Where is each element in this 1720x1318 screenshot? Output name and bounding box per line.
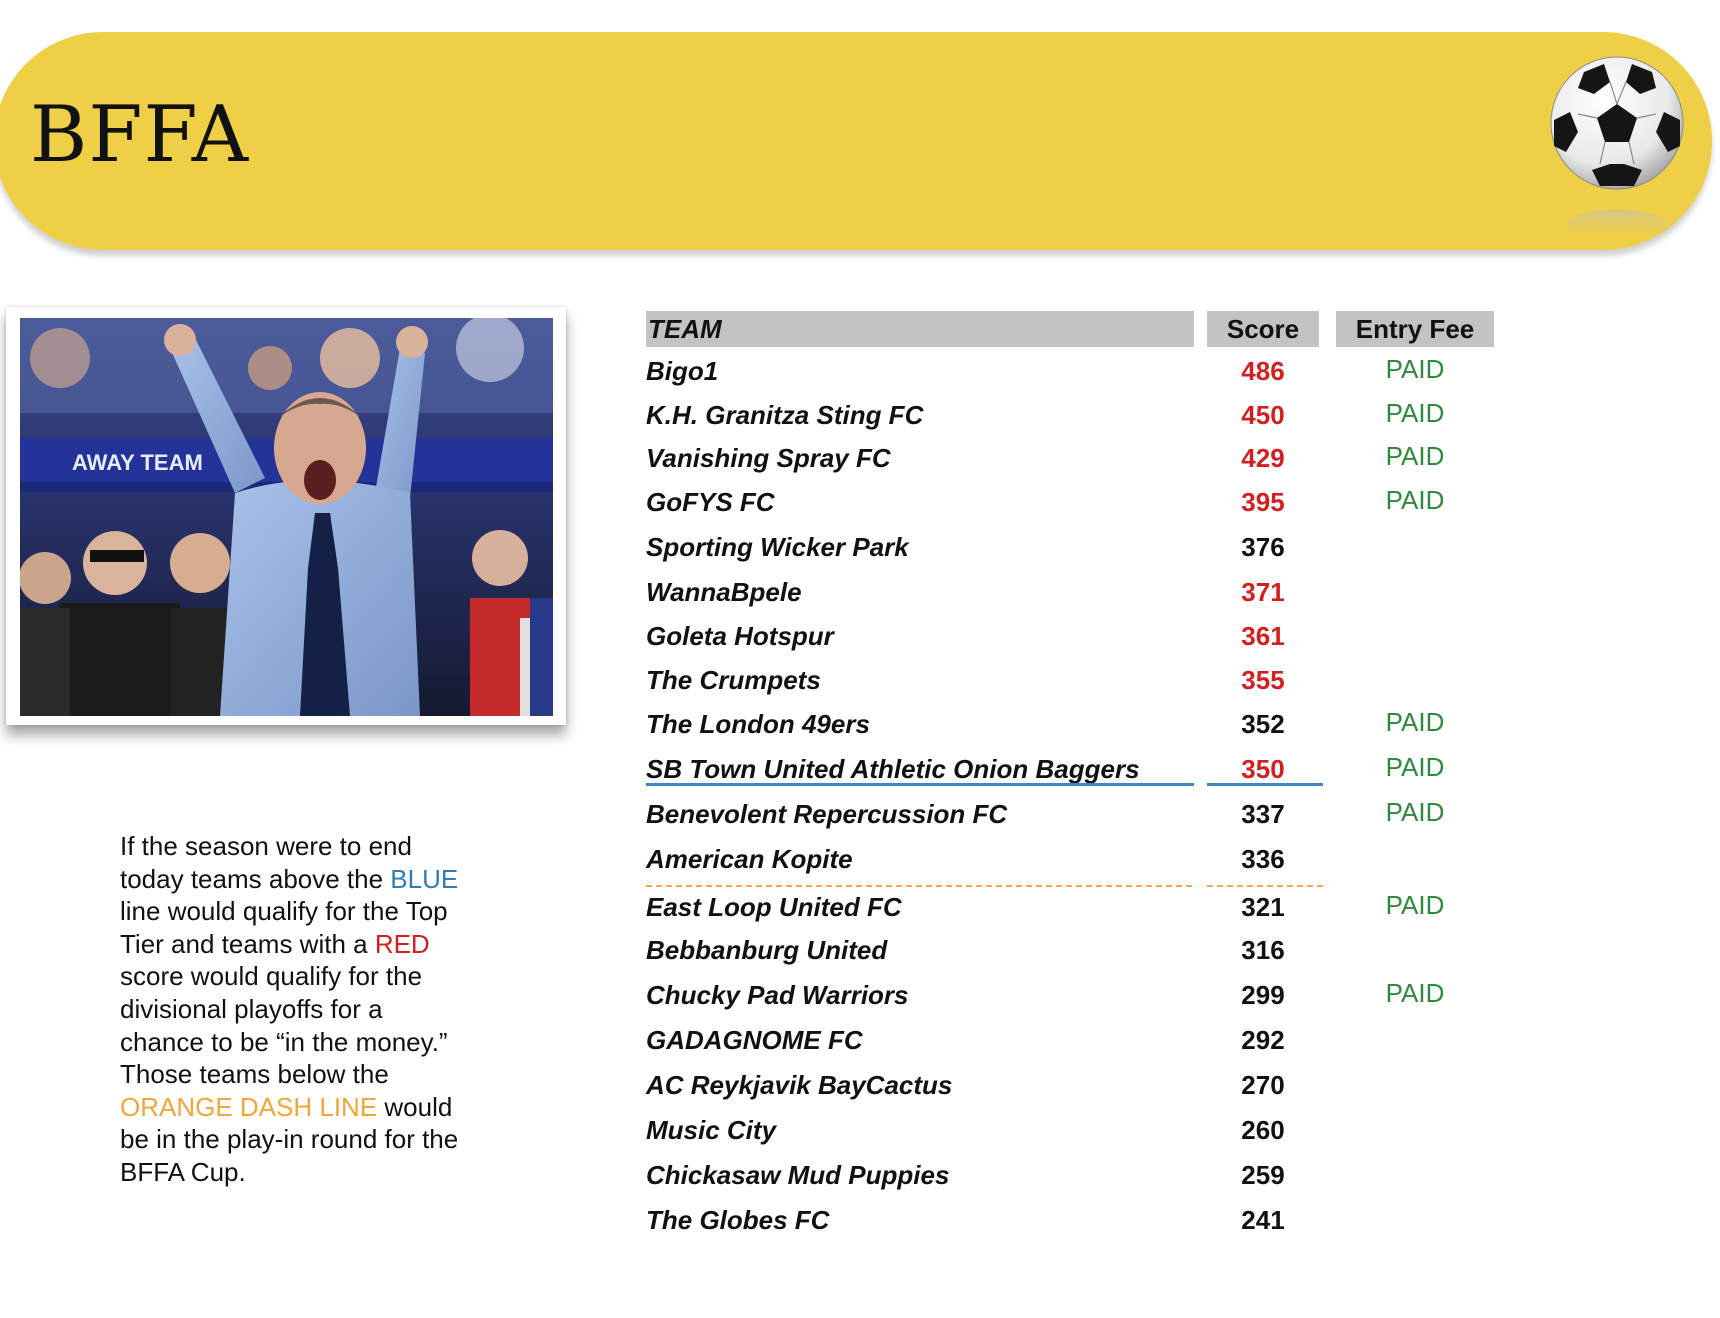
team-score: 336 [1241,844,1285,874]
team-score: 429 [1241,443,1285,473]
table-row [0,351,1720,391]
team-score: 355 [1241,665,1285,695]
table-row [0,1155,1720,1195]
team-score: 321 [1241,892,1285,922]
team-score: 270 [1241,1070,1285,1100]
table-row [0,1020,1720,1060]
team-score: 260 [1241,1115,1285,1145]
table-row [0,839,1720,879]
note-orange-word: ORANGE DASH LINE [120,1091,378,1122]
table-row [0,616,1720,656]
team-name: Chickasaw Mud Puppies [646,1160,950,1190]
table-row [0,887,1720,927]
entry-fee-status: PAID [1385,707,1445,737]
play-in-cutoff-line [646,885,1192,887]
top-tier-cutoff-line [646,783,1194,786]
team-name: K.H. Granitza Sting FC [646,400,924,430]
team-name: The London 49ers [646,709,870,739]
table-row [0,395,1720,435]
header-banner [0,32,1712,250]
team-name: American Kopite [646,844,853,874]
table-row [0,527,1720,567]
team-score: 352 [1241,709,1285,739]
score-column-header: Score [1207,311,1319,347]
team-name: Goleta Hotspur [646,621,834,651]
entry-fee-status: PAID [1385,441,1445,471]
team-name: Benevolent Repercussion FC [646,799,1008,829]
table-row [0,1200,1720,1240]
note-text-4: would be in the play-in round for the BFFA Cup. [120,1091,459,1187]
team-score: 361 [1241,621,1285,651]
table-row [0,1065,1720,1105]
entry-fee-status: PAID [1385,354,1445,384]
team-score: 299 [1241,980,1285,1010]
team-score: 376 [1241,532,1285,562]
entry-fee-status: PAID [1385,398,1445,428]
table-row [0,482,1720,522]
note-red-word: RED [374,928,430,959]
team-score: 259 [1241,1160,1285,1190]
table-row [0,438,1720,478]
entry-fee-status: PAID [1385,752,1445,782]
team-name: Bigo1 [646,356,719,386]
entry-fee-status: PAID [1385,890,1445,920]
team-name: AC Reykjavik BayCactus [646,1070,953,1100]
team-name: Bebbanburg United [646,935,888,965]
table-row [0,660,1720,700]
team-name: SB Town United Athletic Onion Baggers [646,754,1140,784]
team-score: 241 [1241,1205,1285,1235]
table-row [0,572,1720,612]
table-row [0,704,1720,744]
team-name: Chucky Pad Warriors [646,980,909,1010]
team-name: The Crumpets [646,665,821,695]
team-name: GoFYS FC [646,487,775,517]
note-text-1: If the season were to end today teams above the [120,831,412,894]
note-text-2: line would qualify for the Top Tier and teams with a [120,896,448,959]
team-score: 486 [1241,356,1285,386]
team-score: 337 [1241,799,1285,829]
team-name: Music City [646,1115,777,1145]
play-in-cutoff-line-score [1207,885,1323,887]
team-score: 450 [1241,400,1285,430]
table-row [0,930,1720,970]
team-score: 395 [1241,487,1285,517]
team-name: The Globes FC [646,1205,830,1235]
team-score: 371 [1241,577,1285,607]
team-name: WannaBpele [646,577,802,607]
table-row [0,1110,1720,1150]
page-title: BFFA [30,90,250,180]
top-tier-cutoff-line-score [1207,783,1323,786]
entry-fee-column-header: Entry Fee [1336,311,1494,347]
entry-fee-status: PAID [1385,485,1445,515]
team-score: 292 [1241,1025,1285,1055]
entry-fee-status: PAID [1385,978,1445,1008]
team-column-header: TEAM [646,311,1194,347]
table-row [0,794,1720,834]
team-name: East Loop United FC [646,892,902,922]
team-name: Vanishing Spray FC [646,443,891,473]
away-team-sign: AWAY TEAM [72,450,203,475]
team-name: GADAGNOME FC [646,1025,863,1055]
team-score: 350 [1241,754,1285,784]
team-score: 316 [1241,935,1285,965]
entry-fee-status: PAID [1385,797,1445,827]
note-blue-word: BLUE [390,863,459,894]
team-name: Sporting Wicker Park [646,532,909,562]
note-text-3: score would qualify for the divisional playoffs for a chance to be “in the money.” Those teams below the [120,961,448,1090]
table-row [0,975,1720,1015]
soccer-ball-icon [1548,54,1686,244]
